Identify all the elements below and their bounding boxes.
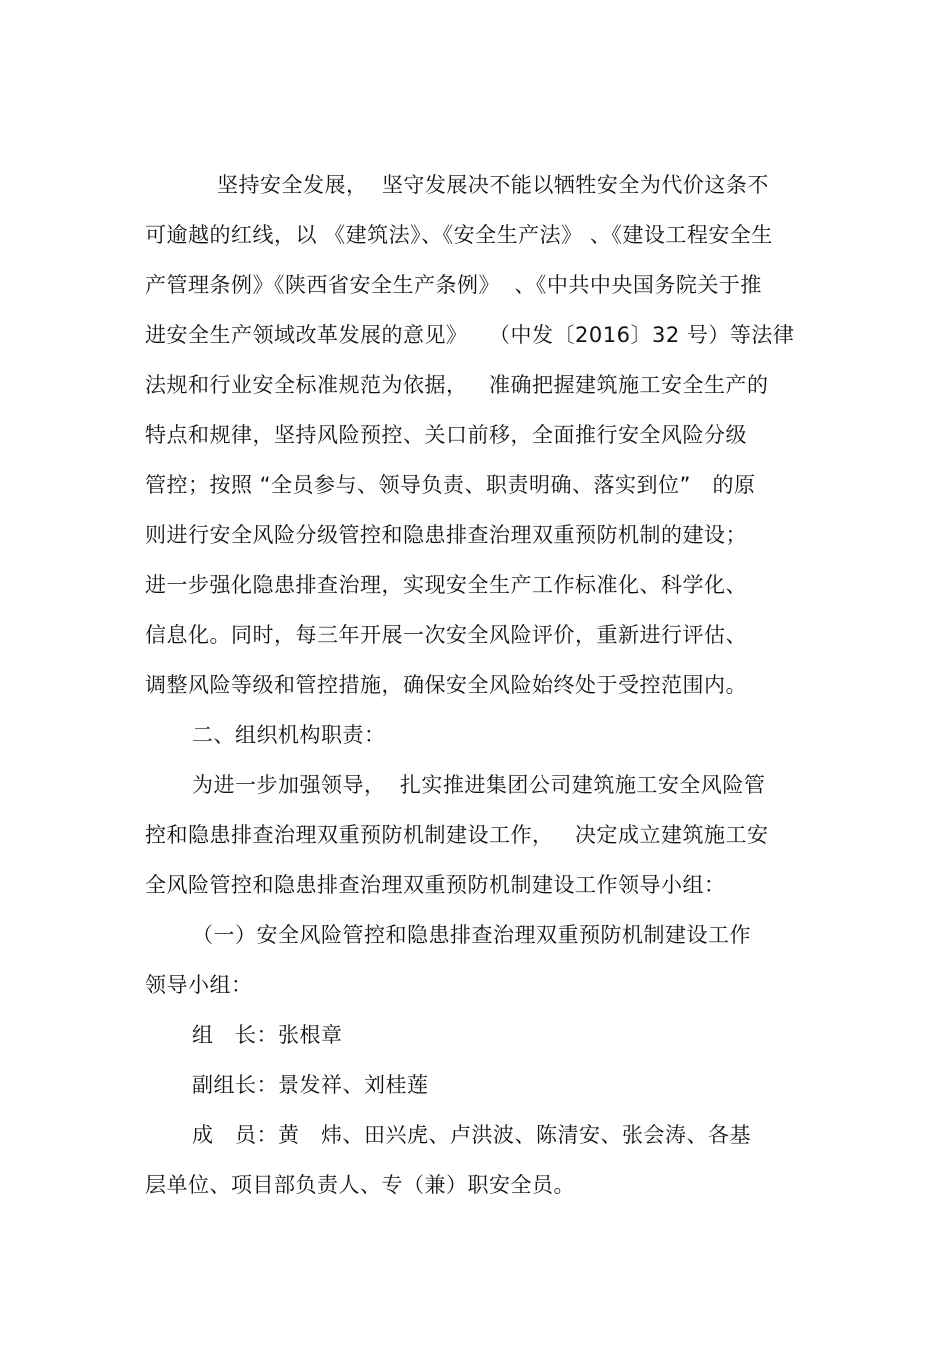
- paragraph-line-7: 管控；按照 “全员参与、领导负责、职责明确、落实到位” 的原: [145, 473, 756, 497]
- section-heading: 二、组织机构职责：: [192, 723, 386, 747]
- paragraph-line-8: 则进行安全风险分级管控和隐患排查治理双重预防机制的建设；: [145, 523, 747, 547]
- paragraph-line-15: 全风险管控和隐患排查治理双重预防机制建设工作领导小组：: [145, 873, 726, 897]
- paragraph-line-5: 法规和行业安全标准规范为依据， 准确把握建筑施工安全生产的: [145, 373, 769, 397]
- deputy-leader-line: 副组长：景发祥、刘桂莲: [192, 1073, 429, 1097]
- members-line-cont: 层单位、项目部负责人、专（兼）职安全员。: [145, 1173, 575, 1197]
- subsection-heading-cont: 领导小组：: [145, 973, 253, 997]
- paragraph-line-10: 信息化。同时，每三年开展一次安全风险评价，重新进行评估、: [145, 623, 747, 647]
- paragraph-line-2: 可逾越的红线，以 《建筑法》、《安全生产法》 、《建设工程安全生: [145, 223, 773, 247]
- paragraph-line-13: 为进一步加强领导， 扎实推进集团公司建筑施工安全风险管: [192, 773, 766, 797]
- subsection-heading: （一）安全风险管控和隐患排查治理双重预防机制建设工作: [192, 923, 751, 947]
- paragraph-line-3: 产管理条例》《陕西省安全生产条例》 、《中共中央国务院关于推: [145, 273, 762, 297]
- paragraph-line-14: 控和隐患排查治理双重预防机制建设工作， 决定成立建筑施工安: [145, 823, 769, 847]
- leader-line: 组 长：张根章: [192, 1023, 343, 1047]
- members-line: 成 员：黄 炜、田兴虎、卢洪波、陈清安、张会涛、各基: [192, 1123, 752, 1147]
- paragraph-line-1: 坚持安全发展， 坚守发展决不能以牺牲安全为代价这条不: [217, 173, 769, 197]
- paragraph-line-4: 进安全生产领域改革发展的意见》 （中发〔2016〕32 号）等法律: [145, 323, 795, 347]
- paragraph-line-6: 特点和规律，坚持风险预控、关口前移，全面推行安全风险分级: [145, 423, 747, 447]
- paragraph-line-11: 调整风险等级和管控措施，确保安全风险始终处于受控范围内。: [145, 673, 747, 697]
- paragraph-line-9: 进一步强化隐患排查治理，实现安全生产工作标准化、科学化、: [145, 573, 747, 597]
